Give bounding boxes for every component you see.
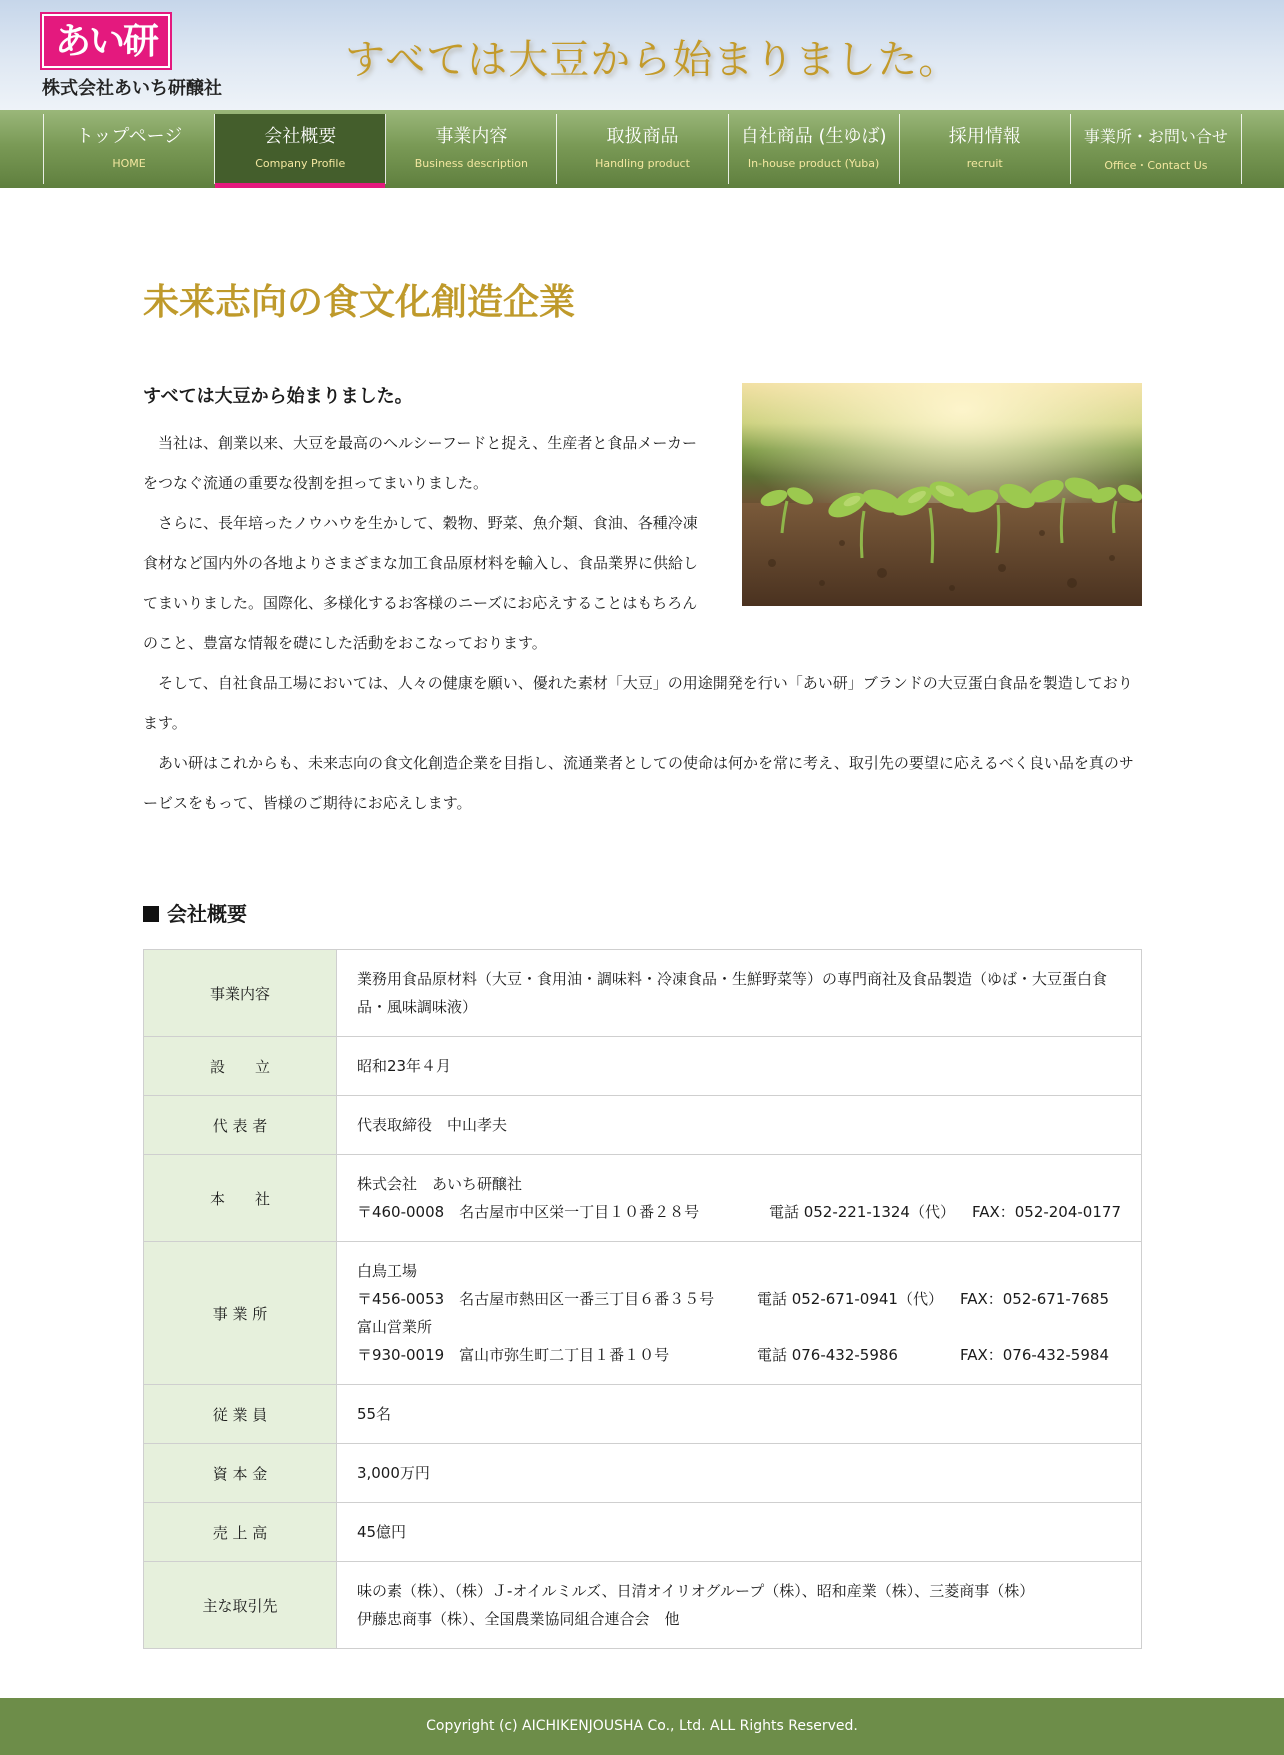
branch-address: 〒930-0019 富山市弥生町二丁目１番１０号 <box>356 1346 670 1364</box>
nav-item-label: 事業所・お問い合せ <box>1083 127 1228 146</box>
nav-item-sublabel: Business description <box>414 157 528 170</box>
row-value <box>336 1242 1141 1385</box>
nav-item-sublabel: HOME <box>112 157 146 170</box>
intro-paragraph: さらに、長年培ったノウハウを生かして、穀物、野菜、魚介類、食油、各種冷凍食材など国内外の各地よりさまざまな加工食品原材料を輸入し、食品業界に供給してまいりました。国際化、多様化するお客様のニーズにお応えすることはもちろんのこと、豊富な情報を礎にした活動をおこなっております。 <box>143 514 699 652</box>
row-label: 設 立 <box>144 1037 337 1096</box>
table-row <box>144 1385 1142 1444</box>
nav-item-home[interactable] <box>44 114 215 184</box>
row-label: 売 上 高 <box>144 1503 337 1562</box>
table-row <box>144 1444 1142 1503</box>
row-label: 従 業 員 <box>144 1385 337 1444</box>
intro-text <box>143 423 1142 823</box>
nav-item-business[interactable] <box>386 114 557 184</box>
nav-item-label: 採用情報 <box>948 126 1021 147</box>
nav-item-contact[interactable] <box>1071 114 1242 184</box>
nav-item-sublabel: Office・Contact Us <box>1104 159 1208 172</box>
copyright-text: Copyright (c) AICHIKENJOUSHA Co., Ltd. ALL Rights Reserved. <box>426 1718 858 1734</box>
row-label: 事 業 所 <box>144 1242 337 1385</box>
row-value: 業務用食品原材料（大豆・食用油・調味料・冷凍食品・生鮮野菜等）の専門商社及食品製造（ゆば・大豆蛋白食品・風味調味液） <box>336 950 1141 1037</box>
nav-item-sublabel: In-house product (Yuba) <box>747 157 880 170</box>
row-value: 昭和23年４月 <box>336 1037 1141 1096</box>
header-slogan: すべては大豆から始まりました。 <box>345 37 960 83</box>
nav-item-label: 取扱商品 <box>606 126 679 147</box>
nav-item-sublabel: Handling product <box>595 157 690 170</box>
factory-fax: FAX：052-671-7685 <box>959 1290 1109 1308</box>
site-header <box>0 0 1284 110</box>
nav-item-yuba[interactable] <box>729 114 900 184</box>
clients-line: 味の素（株）、（株）Ｊ-オイルミルズ、日清オイリオグループ（株）、昭和産業（株）、三菱商事（株） <box>356 1582 1035 1600</box>
nav-item-sublabel: Company Profile <box>255 157 346 170</box>
branch-name: 富山営業所 <box>356 1318 432 1336</box>
square-bullet-icon <box>143 906 159 922</box>
row-value <box>336 1562 1141 1649</box>
company-logo[interactable] <box>42 14 170 68</box>
head-office-name: 株式会社 あいち研醸社 <box>356 1175 522 1193</box>
row-value: 45億円 <box>336 1503 1141 1562</box>
table-row <box>144 1503 1142 1562</box>
nav-item-company-profile[interactable] <box>215 114 386 184</box>
head-office-contact <box>357 1198 1121 1226</box>
row-label: 本 社 <box>144 1155 337 1242</box>
table-row <box>144 1096 1142 1155</box>
nav-item-label: 会社概要 <box>264 126 337 147</box>
row-label: 事業内容 <box>144 950 337 1037</box>
row-label: 資 本 金 <box>144 1444 337 1503</box>
row-value: 3,000万円 <box>336 1444 1141 1503</box>
row-label: 主な取引先 <box>144 1562 337 1649</box>
logo-text: あい研 <box>54 20 157 62</box>
head-office-fax: FAX：052-204-0177 <box>971 1203 1121 1221</box>
nav-item-recruit[interactable] <box>900 114 1071 184</box>
page-title: 未来志向の食文化創造企業 <box>143 281 576 323</box>
branch-fax: FAX：076-432-5984 <box>959 1346 1109 1364</box>
intro-paragraph: あい研はこれからも、未来志向の食文化創造企業を目指し、流通業者としての使命は何かを常に考え、取引先の要望に応えるべく良い品を真のサービスをもって、皆様のご期待にお応えします。 <box>143 754 1134 812</box>
nav-item-label: 事業内容 <box>435 126 508 147</box>
factory-tel: 電話 052-671-0941（代） <box>756 1290 943 1308</box>
clients-line: 伊藤忠商事（株）、全国農業協同組合連合会 他 <box>356 1610 680 1628</box>
head-office-address: 〒460-0008 名古屋市中区栄一丁目１０番２８号 <box>356 1203 700 1221</box>
table-row <box>144 950 1142 1037</box>
head-office-tel: 電話 052-221-1324（代） <box>768 1203 955 1221</box>
factory-address: 〒456-0053 名古屋市熱田区一番三丁目６番３５号 <box>356 1290 715 1308</box>
company-profile-table <box>143 949 1142 1649</box>
row-label: 代 表 者 <box>144 1096 337 1155</box>
table-row <box>144 1562 1142 1649</box>
nav-item-products[interactable] <box>557 114 728 184</box>
branch-tel: 電話 076-432-5986 <box>756 1346 898 1364</box>
nav-item-label: トップページ <box>75 126 183 147</box>
nav-item-label: 自社商品 (生ゆば) <box>740 126 887 147</box>
main-navigation <box>0 110 1284 188</box>
company-name: 株式会社あいち研醸社 <box>42 78 222 99</box>
factory-contact <box>357 1285 1121 1313</box>
section-title-text: 会社概要 <box>167 902 247 926</box>
intro-title: すべては大豆から始まりました。 <box>143 386 413 407</box>
section-title <box>143 898 247 927</box>
intro-paragraph: そして、自社食品工場においては、人々の健康を願い、優れた素材「大豆」の用途開発を行い「あい研」ブランドの大豆蛋白食品を製造しております。 <box>143 674 1133 732</box>
factory-name: 白鳥工場 <box>356 1262 417 1280</box>
table-row <box>144 1037 1142 1096</box>
row-value: 代表取締役 中山孝夫 <box>336 1096 1141 1155</box>
intro-paragraph: 当社は、創業以来、大豆を最高のヘルシーフードと捉え、生産者と食品メーカーをつなぐ流通の重要な役割を担ってまいりました。 <box>143 434 698 492</box>
site-footer <box>0 1698 1284 1755</box>
row-value: 55名 <box>336 1385 1141 1444</box>
table-row <box>144 1155 1142 1242</box>
row-value <box>336 1155 1141 1242</box>
nav-item-sublabel: recruit <box>966 157 1003 170</box>
table-row <box>144 1242 1142 1385</box>
branch-contact <box>357 1341 1121 1369</box>
